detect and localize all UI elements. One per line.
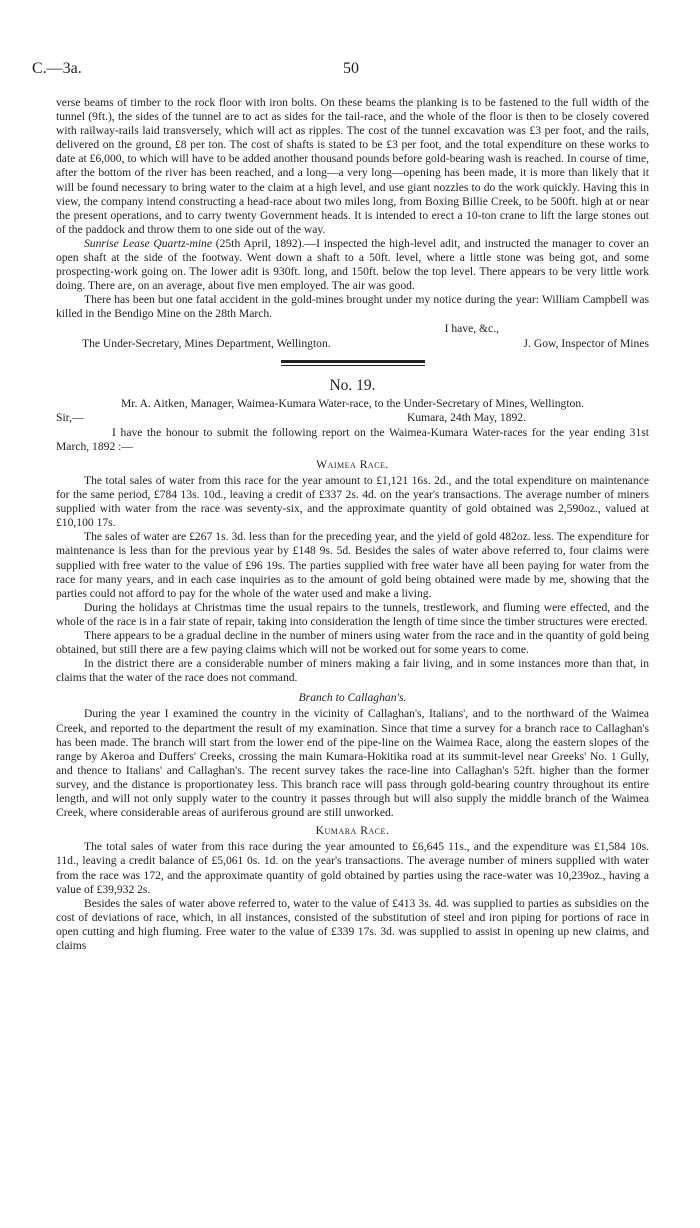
salutation-row (56, 411, 649, 426)
fatal-accident-paragraph: There has been but one fatal accident in the gold-mines brought under my notice during the year: William Campbell was killed in the Bendigo Mine on the 28th March. (56, 293, 649, 321)
page-header (32, 62, 670, 82)
sunrise-mine-paragraph (56, 237, 649, 293)
sunrise-mine-text: —I inspected the high-level adit, and instructed the manager to cover an open shaft at the side of the footway. Went down a shaft to a 50ft. level, where a little stone was being got, and some prospecting-work going on. The lower adit is 930ft. long, and 150ft. below the top level. There appears to be very little work doing. There are, on an average, about five men employed. The air was good. (56, 236, 649, 293)
page-number: 50 (343, 60, 359, 77)
kumara-paragraph: The total sales of water from this race during the year amounted to £6,645 11s., and the expenditure was £1,584 10s. 11d., leaving a credit balance of £5,061 0s. 1d. on the year's transactions. The average number of miners supplied with water from the race was 172, and the approximate quantity of gold obtained by parties using the race-water was 10,239oz., having a value of £39,932 2s. (56, 840, 649, 896)
divider-thin-rule (281, 365, 425, 366)
closing-formula (56, 322, 649, 337)
waimea-paragraph: In the district there are a considerable number of miners making a fair living, and in some instances more than that, in claims that the water of the race does not command. (56, 657, 649, 685)
kumara-paragraph: Besides the sales of water above referred to, water to the value of £413 3s. 4d. was supplied to parties as subsidies on the cost of deviations of race, which, in all instances, consisted of the substitution of steel and iron piping for portions of race in open cutting and high fluming. Free water to the value of £339 17s. 3d. was supplied to assist in opening up new claims, and claims (56, 896, 649, 952)
branch-paragraph: During the year I examined the country in the vicinity of Callaghan's, Italians', and to the northward of the Waimea Creek, and reported to the department the result of my examination. Since that time a survey for a branch race to Callaghan's has been made. The branch will start from the lower end of the pipe-line on the Waimea Race, along the eastern slopes of the range by Akeroa and Duffers' Creeks, crossing the main Kumara-Hokitika road at its summit-level near Greeks' No. 1 Gully, and thence to Italians' and Callaghan's. The recent survey takes the race-line into Callaghan's 52ft. higher than the former survey, and the distance is proportionatey less. This branch race will pass through gold-bearing country throughout its entire length, and will not only supply water to the country it passes through but will also supply the middle branch of the Waimea Creek, where considerable areas of auriferous ground are still unworked. (56, 707, 649, 820)
addressee: The Under-Secretary, Mines Department, Wellington. (82, 336, 331, 350)
document-body (56, 96, 649, 953)
branch-callaghans-heading: Branch to Callaghan's. (298, 691, 407, 705)
waimea-paragraph: During the holidays at Christmas time the usual repairs to the tunnels, trestlework, and fluming were effected, and the whole of the race is in a fair state of repair, taking into consideration the length of time since the timber structures were erected. (56, 600, 649, 628)
signature: J. Gow, Inspector of Mines (523, 336, 649, 350)
place-date: Kumara, 24th May, 1892. (406, 410, 526, 424)
kumara-race-heading: Kumara Race. (315, 824, 390, 838)
waimea-paragraph: The sales of water are £267 1s. 3d. less than for the preceding year, and the yield of gold 482oz. less. The expenditure for maintenance is less than for the previous year by £148 9s. 5d. Besides the sales of water above referred to, four claims were supplied with free water to the value of £96 19s. The parties supplied with free water have all been paying for water from the race for many years, and in each case inquiries as to the amount of gold being obtained were made by me, showing that the parties could not afford to pay for the whole of the water used and make a living. (56, 530, 649, 600)
waimea-paragraph: The total sales of water from this race for the year amount to £1,121 16s. 2d., and the total expenditure on maintenance for the same period, £784 13s. 10d., leaving a credit of £337 2s. 4d. on the year's transactions. The average number of miners supplied with water from the race was seventy-six, and the approximate quantity of gold obtained was 2,590oz., valued at £10,100 17s. (56, 473, 649, 530)
sunrise-mine-date: (25th April, 1892). (212, 236, 305, 250)
salutation: Sir,— (56, 410, 84, 424)
divider-thick-rule (281, 360, 425, 363)
closing-text: I have, &c., (444, 321, 499, 335)
from-line: Mr. A. Aitken, Manager, Waimea-Kumara Water-race, to the Under-Secretary of Mines, Wellington. (120, 396, 585, 410)
continuation-paragraph: verse beams of timber to the rock floor with iron bolts. On these beams the planking is to be fastened to the full width of the tunnel (9ft.), the sides of the tunnel are to act as sides for the tail-race, and the whole of the floor is then to be closely covered with railway-rails laid transversely, which will act as ripples. The cost of the tunnel excavation was £3 per foot, and the rails, delivered on the ground, £8 per ton. The cost of shafts is stated to be £3 per foot, and the total expenditure on these works to date at £6,000, to which will have to be added another thousand pounds before gold-bearing wash is reached. In course of time, after the bottom of the river has been reached, and a long—a very long—opening has been made, it is more than likely that it will be found necessary to bring water to the claim at a high level, and use giant nozzles to do the work quickly. Having this in view, the company intend constructing a head-race about two miles long, from Boxing Billie Creek, to be 500ft. high at or near the present operations, and to carry twenty Government heads. It is intended to erect a 10-ton crane to lift the large stones out of the paddock and throw them to one side out of the way. (56, 96, 649, 236)
intro-paragraph: I have the honour to submit the following report on the Waimea-Kumara Water-races for the year ending 31st March, 1892 :— (56, 425, 649, 453)
signature-row (82, 337, 649, 352)
parliamentary-paper-ref: C.—3a. (32, 60, 82, 77)
sunrise-mine-title: Sunrise Lease Quartz-mine (84, 236, 212, 250)
waimea-race-heading: Waimea Race. (316, 457, 389, 471)
document-number: No. 19. (329, 376, 376, 394)
section-divider (56, 357, 649, 367)
waimea-paragraph: There appears to be a gradual decline in the number of miners using water from the race and in the quantity of gold being obtained, but still there are a few paying claims which will not be worked out for some years to come. (56, 629, 649, 657)
